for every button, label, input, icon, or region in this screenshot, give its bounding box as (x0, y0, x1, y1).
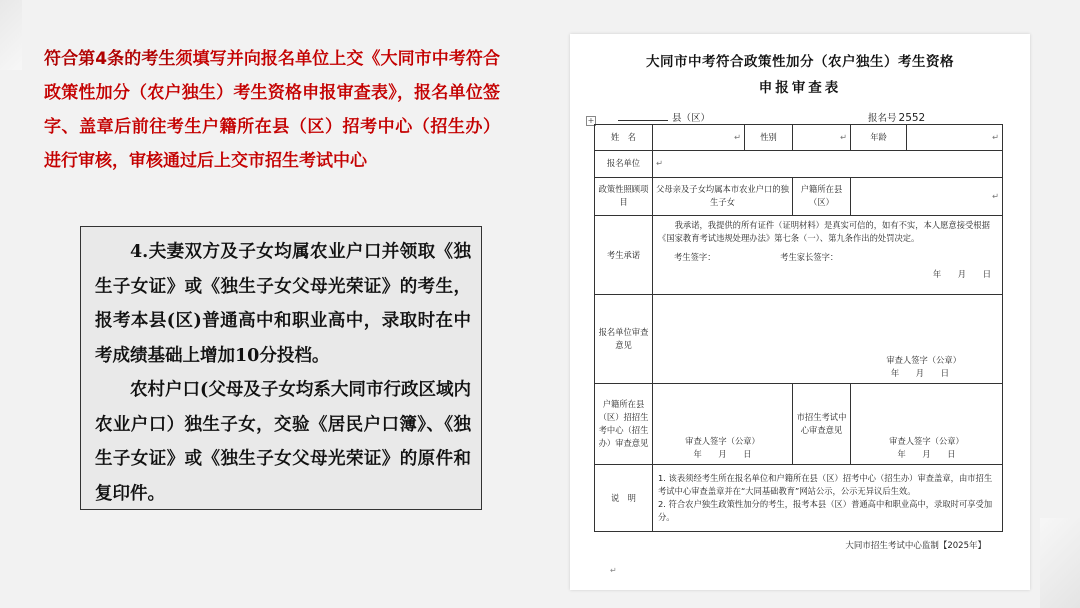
gender-label: 性别 (745, 125, 793, 151)
county-field (618, 110, 710, 124)
paragraph-mark: ↵ (610, 566, 617, 575)
corner-decoration-left (0, 0, 22, 70)
city-review-cell (851, 384, 1003, 465)
note-2: 2. 符合农户独生政策性加分的考生，报考本县（区）普通高中和职业高中，录取时可享受加分。 (658, 499, 993, 523)
age-label: 年龄 (851, 125, 907, 151)
hukou-cell: ↵ (851, 177, 1003, 215)
county-review-date: 年 月 日 (693, 449, 752, 460)
pledge-date: 年 月 日 (932, 269, 991, 280)
unit-reviewer-signature: 审查人签字（公章） (886, 355, 961, 366)
review-form-table (594, 124, 1003, 532)
corner-decoration-right (1040, 518, 1080, 608)
table-row (595, 295, 1003, 384)
instruction-rest: 须填写并向报名单位上交《大同市中考符合政策性加分（农户独生）考生资格申报审查表》，报名单位签字、盖章后前往考生户籍所在县（区）招考中心（招生办）进行审核，审核通过后上交市招生考试中心 (44, 49, 500, 171)
unit-label: 报名单位 (595, 151, 653, 177)
unit-review-cell (653, 295, 1003, 384)
student-signature-label: 考生签字： (674, 252, 716, 263)
policy-box (80, 226, 482, 510)
policy-paragraph-2: 农村户口(父母及子女均系大同市行政区域内农业户口）独生子女，交验《居民户口簿》、《独生子女证》或《独生子女父母光荣证》的原件和复印件。 (95, 380, 471, 504)
instruction-lead: 符合第4条的考生 (44, 49, 176, 69)
bonus-item-value: 父母亲及子女均属本市农业户口的独生子女 (653, 177, 793, 215)
pledge-text: 我承诺，我提供的所有证件（证明材料）是真实可信的，如有不实，本人愿意接受根据《国家教育考试违规处理办法》第七条（一）、第九条作出的处罚决定。 (658, 220, 990, 244)
hukou-label: 户籍所在县（区） (793, 177, 851, 215)
registration-number-field (868, 110, 977, 125)
unit-review-label: 报名单位审查意见 (595, 295, 653, 384)
table-row (595, 216, 1003, 295)
name-cell: ↵ (653, 125, 745, 151)
table-anchor-icon: + (587, 116, 595, 125)
table-row (595, 151, 1003, 177)
unit-review-date: 年 月 日 (890, 368, 949, 379)
note-1: 1. 该表须经考生所在报名单位和户籍所在县（区）招考中心（招生办）审查盖章，由市招生考试中心审查盖章并在“大同基础教育”网站公示，公示无异议后生效。 (658, 473, 993, 497)
gender-cell: ↵ (793, 125, 851, 151)
notes-label: 说 明 (595, 465, 653, 532)
city-review-date: 年 月 日 (897, 449, 956, 460)
county-blank (618, 120, 668, 121)
form-title-line-1: 大同市中考符合政策性加分（农户独生）考生资格 (646, 54, 954, 70)
bonus-item-label: 政策性照顾项目 (595, 177, 653, 215)
city-reviewer-signature: 审查人签字（公章） (889, 436, 964, 447)
table-row (595, 465, 1003, 532)
county-reviewer-signature: 审查人签字（公章） (685, 436, 760, 447)
unit-cell: ↵ (653, 151, 1003, 177)
age-cell: ↵ (907, 125, 1003, 151)
city-review-label: 市招生考试中心审查意见 (793, 384, 851, 465)
pledge-label: 考生承诺 (595, 216, 653, 295)
name-label: 姓 名 (595, 125, 653, 151)
county-label: 县（区） (672, 113, 711, 124)
pledge-cell (653, 216, 1003, 295)
form-footer: 大同市招生考试中心监制【2025年】 (845, 541, 986, 551)
table-row (595, 125, 1003, 151)
policy-paragraph-1: 4.夫妻双方及子女均属农业户口并领取《独生子女证》或《独生子女父母光荣证》的考生，报考本县(区)普通高中和职业高中，录取时在中考成绩基础上增加10分投档。 (95, 242, 471, 366)
form-title-line-2: 申报审查表 (758, 80, 842, 96)
instruction-text (44, 42, 500, 178)
parent-signature-label: 考生家长签字： (780, 252, 839, 263)
table-row (595, 384, 1003, 465)
county-review-cell (653, 384, 793, 465)
pledge-signatures (658, 251, 997, 264)
notes-cell (653, 465, 1003, 532)
registration-label: 报名号 (868, 113, 897, 124)
registration-number: 2552 (897, 112, 977, 125)
form-document (570, 34, 1030, 590)
county-review-label: 户籍所在县（区）招招生考中心（招生办）审查意见 (595, 384, 653, 465)
table-row (595, 177, 1003, 215)
